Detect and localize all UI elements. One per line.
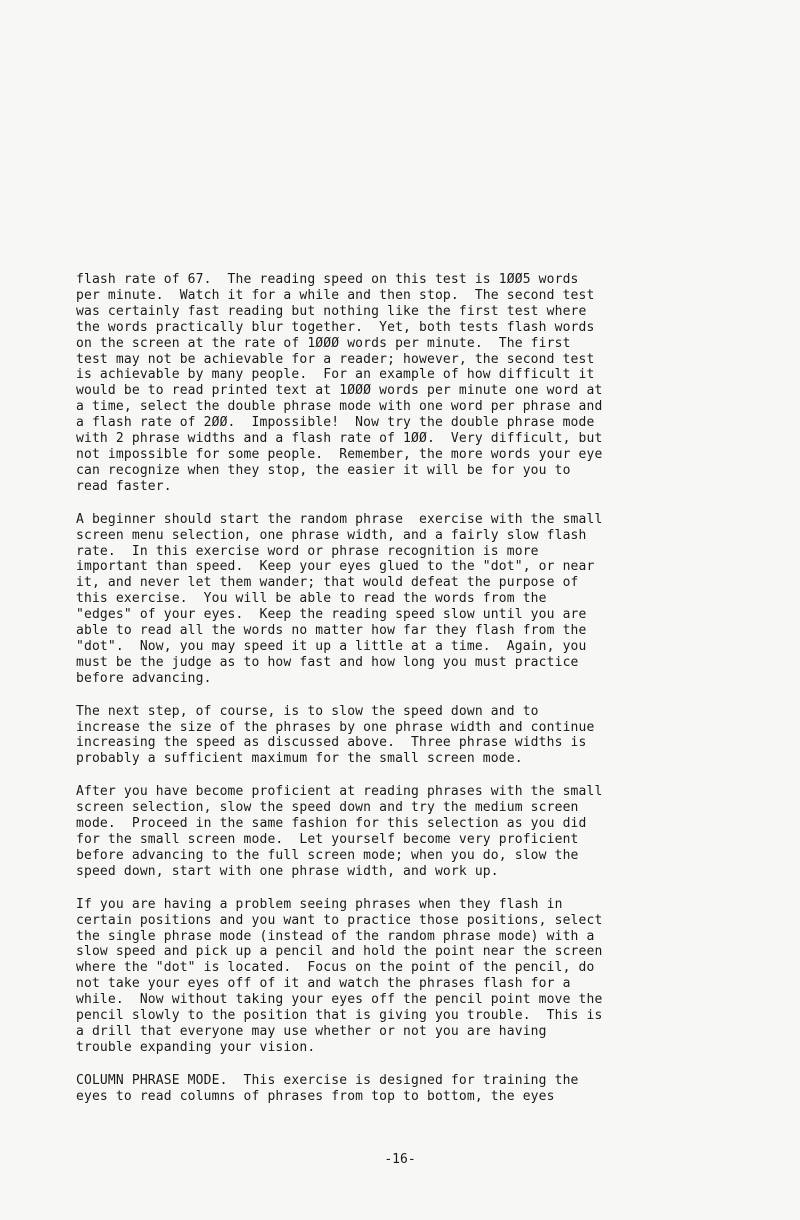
paragraph-next-step: The next step, of course, is to slow the speed down and to increase the size of the phrases by one phrase width and continue increasing the speed as discussed above. Three phrase widths is probably a sufficient maximum for the small screen mode. bbox=[76, 703, 595, 767]
paragraph-beginner-random-phrase: A beginner should start the random phrase exercise with the small screen menu selection, one phrase width, and a fairly slow flash rate. In this exercise word or phrase recognition is more important than speed. Keep your eyes glued to the "dot", or near it, and never let them wander; that would defeat the purpose of this exercise. You will be able to read the words from the "edges" of your eyes. Keep the reading speed slow until you are able to read all the words no matter how far they flash from the "dot". Now, you may speed it up a little at a time. Again, you must be the judge as to how fast and how long you must practice before advancing. bbox=[76, 511, 603, 686]
page-number: -16- bbox=[384, 1152, 416, 1167]
paragraph-pencil-drill: If you are having a problem seeing phrases when they flash in certain positions and you want to practice those positions, select the single phrase mode (instead of the random phrase mode) with a slow speed and pick up a pencil and hold the point near the screen where the "dot" is located. Focus on the point of the pencil, do not take your eyes off of it and watch the phrases flash for a while. Now without taking your eyes off the pencil point move the pencil slowly to the position that is giving you trouble. This is a drill that everyone may use whether or not you are having trouble expanding your vision. bbox=[76, 896, 603, 1055]
paragraph-medium-screen: After you have become proficient at reading phrases with the small screen selection, slow the speed down and try the medium screen mode. Proceed in the same fashion for this selection as you did for the small screen mode. Let yourself become very proficient before advancing to the full screen mode; when you do, slow the speed down, start with one phrase width, and work up. bbox=[76, 784, 603, 879]
paragraph-column-phrase-mode: COLUMN PHRASE MODE. This exercise is designed for training the eyes to read columns of phrases from top to bottom, the eyes bbox=[76, 1072, 579, 1104]
document-body bbox=[76, 272, 736, 1122]
paragraph-flash-rate-tests: flash rate of 67. The reading speed on this test is 1ØØ5 words per minute. Watch it for a while and then stop. The second test was certainly fast reading but nothing like the first test where the words practically blur together. Yet, both tests flash words on the screen at the rate of 1ØØØ words per minute. The first test may not be achievable for a reader; however, the second test is achievable by many people. For an example of how difficult it would be to read printed text at 1ØØØ words per minute one word at a time, select the double phrase mode with one word per phrase and a flash rate of 2ØØ. Impossible! Now try the double phrase mode with 2 phrase widths and a flash rate of 1ØØ. Very difficult, but not impossible for some people. Remember, the more words your eye can recognize when they stop, the easier it will be for you to read faster. bbox=[76, 272, 603, 494]
